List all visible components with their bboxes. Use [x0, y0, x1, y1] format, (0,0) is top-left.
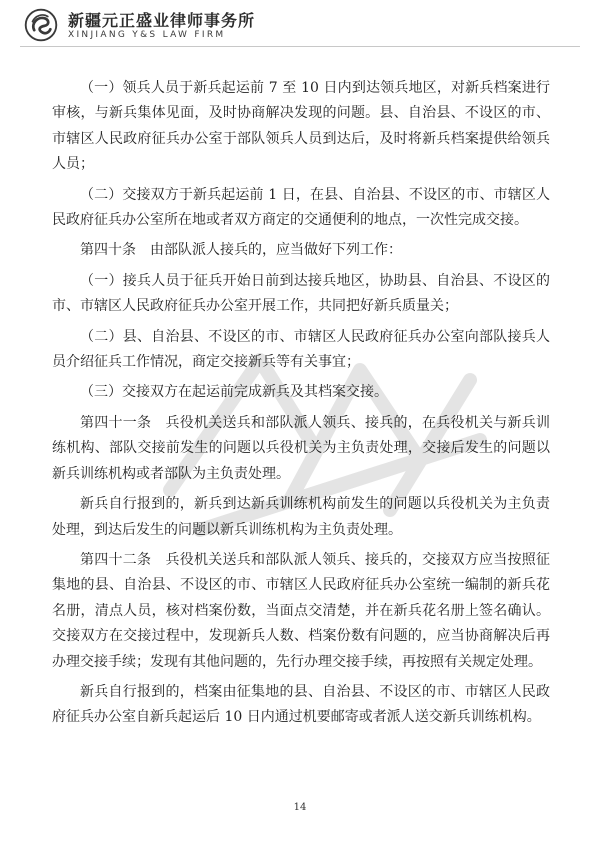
article-paragraph: 第四十一条 兵役机关送兵和部队派人领兵、接兵的，在兵役机关与新兵训练机构、部队交接前发生的问题以兵役机关为主负责处理，交接后发生的问题以新兵训练机构或者部队为主负责处理。 — [52, 414, 550, 482]
swirl-logo-icon — [24, 8, 58, 42]
paragraph: 新兵自行报到的，新兵到达新兵训练机构前发生的问题以兵役机关为主负责处理，到达后发生的问题以新兵训练机构为主负责处理。 — [52, 496, 550, 538]
article-paragraph: 第四十二条 兵役机关送兵和部队派人领兵、接兵的，交接双方应当按照征集地的县、自治县、不设区的市、市辖区人民政府征兵办公室统一编制的新兵花名册，清点人员，核对档案份数，当面点交清楚，并在新兵花名册上签名确认。交接双方在交接过程中，发现新兵人数、档案份数有问题的，应当协商解决后再办理交接手续；发现有其他问题的，先行办理交接手续，再按照有关规定处理。 — [52, 551, 550, 670]
page-header — [20, 6, 580, 46]
page-number: 14 — [293, 802, 307, 813]
paragraph: （二）县、自治县、不设区的市、市辖区人民政府征兵办公室向部队接兵人员介绍征兵工作情况，商定交接新兵等有关事宜； — [52, 328, 550, 371]
paragraph: （一）接兵人员于征兵开始日前到达接兵地区，协助县、自治县、不设区的市、市辖区人民政府征兵办公室开展工作，共同把好新兵质量关； — [52, 272, 550, 315]
header-divider — [20, 46, 580, 47]
paragraph: （二）交接双方于新兵起运前 1 日，在县、自治县、不设区的市、市辖区人民政府征兵办公室所在地或者双方商定的交通便利的地点，一次性完成交接。 — [52, 186, 550, 229]
document-body — [52, 76, 550, 736]
firm-name-english: XINJIANG Y&S LAW FIRM — [68, 30, 226, 40]
paragraph: 新兵自行报到的，档案由征集地的县、自治县、不设区的市、市辖区人民政府征兵办公室自新兵起运后 10 日内通过机要邮寄或者派人送交新兵训练机构。 — [52, 683, 550, 726]
paragraph: （一）领兵人员于新兵起运前 7 至 10 日内到达领兵地区，对新兵档案进行审核，与新兵集体见面，及时协商解决发现的问题。县、自治县、不设区的市、市辖区人民政府征兵办公室于部队领兵人员到达后，及时将新兵档案提供给领兵人员； — [52, 80, 550, 173]
firm-name-chinese: 新疆元正盛业律师事务所 — [68, 11, 256, 30]
paragraph: （三）交接双方在起运前完成新兵及其档案交接。 — [80, 384, 388, 401]
article-heading-paragraph: 第四十条 由部队派人接兵的，应当做好下列工作： — [80, 242, 402, 259]
